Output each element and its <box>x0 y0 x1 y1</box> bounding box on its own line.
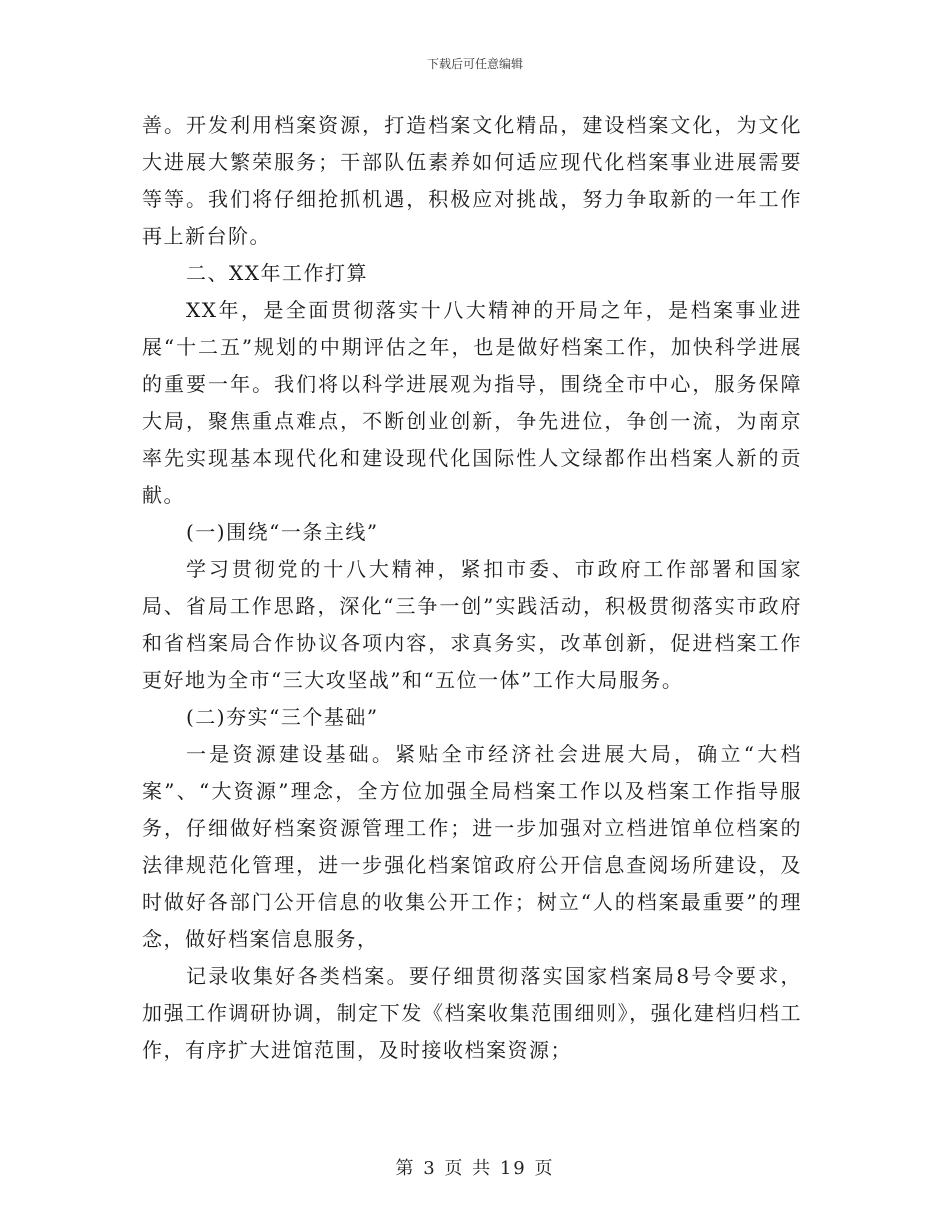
page-header: 下载后可任意编辑 <box>426 57 523 71</box>
document-body <box>142 107 802 1069</box>
paragraph-8: 记录收集好各类档案。要仔细贯彻落实国家档案局8号令要求，加强工作调研协调，制定下发《档案收集范围细则》，强化建档归档工作，有序扩大进馆范围，及时接收档案资源； <box>142 964 802 1062</box>
subsection-heading-1: (一)围绕“一条主线” <box>186 520 379 544</box>
section-heading-2: 二、XX年工作打算 <box>186 261 368 285</box>
paragraph-5: 学习贯彻党的十八大精神，紧扣市委、市政府工作部署和国家局、省局工作思路，深化“三争一创”实践活动，积极贯彻落实市政府和省档案局合作协议各项内容，求真务实，改革创新，促进档案工作更好地为全市“三大攻坚战”和“五位一体”工作大局服务。 <box>142 557 802 692</box>
paragraph-7: 一是资源建设基础。紧贴全市经济社会进展大局，确立“大档案”、“大资源”理念，全方位加强全局档案工作以及档案工作指导服务，仔细做好档案资源管理工作；进一步加强对立档进馆单位档案的法律规范化管理，进一步强化档案馆政府公开信息查阅场所建设，及时做好各部门公开信息的收集公开工作；树立“人的档案最重要”的理念，做好档案信息服务， <box>142 742 802 951</box>
paragraph-3: XX年，是全面贯彻落实十八大精神的开局之年，是档案事业进展“十二五”规划的中期评估之年，也是做好档案工作，加快科学进展的重要一年。我们将以科学进展观为指导，围绕全市中心，服务保障大局，聚焦重点难点，不断创业创新，争先进位，争创一流，为南京率先实现基本现代化和建设现代化国际性人文绿都作出档案人新的贡献。 <box>142 298 802 507</box>
subsection-heading-2: (二)夯实“三个基础” <box>186 705 379 729</box>
page-footer: 第 3 页 共 19 页 <box>395 1158 555 1179</box>
paragraph-1: 善。开发利用档案资源，打造档案文化精品，建设档案文化，为文化大进展大繁荣服务；干部队伍素养如何适应现代化档案事业进展需要等等。我们将仔细抢抓机遇，积极应对挑战，努力争取新的一年工作再上新台阶。 <box>142 113 802 248</box>
